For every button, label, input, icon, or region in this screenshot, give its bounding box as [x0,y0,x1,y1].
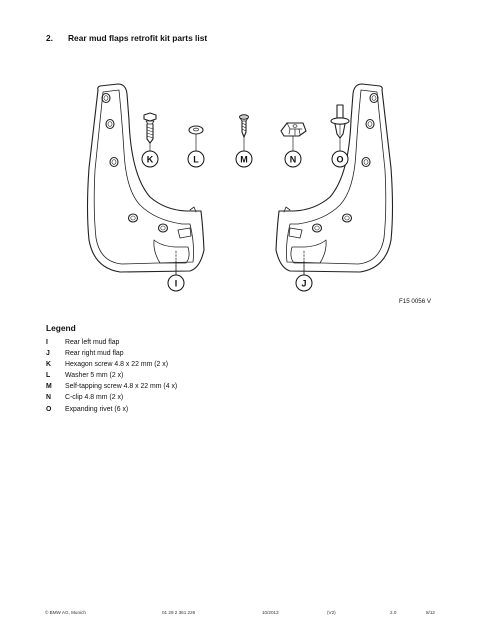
legend-item [46,381,177,392]
callout-i: I [174,278,178,289]
left-mud-flap [88,84,205,272]
right-mud-flap [276,84,393,272]
legend-text: Washer 5 mm (2 x) [65,372,124,380]
callout-o: O [336,154,344,165]
legend-text: Hexagon screw 4.8 x 22 mm (2 x) [65,361,169,369]
legend-key: J [46,350,50,358]
section-title: Rear mud flaps retrofit kit parts list [68,33,208,43]
legend-item [46,370,177,381]
legend-item [46,337,177,348]
legend-text: Rear left mud flap [65,339,120,346]
legend-key: I [46,339,48,346]
legend-list [46,337,177,415]
legend-item [46,392,177,403]
page-footer [45,610,445,618]
callout-n: N [289,154,297,165]
footer-date: 10/2013 [262,610,279,615]
expanding-rivet-icon [331,105,349,151]
legend-key: K [46,361,51,369]
figure-reference: F15 0056 V [399,298,431,305]
legend-key: O [46,405,52,413]
legend-item [46,348,177,359]
callout-j: J [301,278,307,289]
footer-page: 8/12 [426,610,435,615]
legend-text: C-clip 4.8 mm (2 x) [65,394,124,402]
callout-l: L [193,154,199,165]
callout-m: M [240,154,248,165]
self-tapping-screw-icon [240,115,249,151]
legend-text: Rear right mud flap [65,350,124,358]
footer-copyright: © BMW AG, Munich [45,610,86,615]
legend-title: Legend [46,323,76,333]
washer-icon [189,126,203,151]
legend-key: L [46,372,51,380]
legend-item [46,359,177,370]
c-clip-icon [281,123,306,151]
legend-text: Self-tapping screw 4.8 x 22 mm (4 x) [65,383,178,391]
legend-key: M [46,383,52,391]
legend-text: Expanding rivet (6 x) [65,405,129,413]
footer-part-number: 01 29 2 361 226 [162,610,196,615]
section-number: 2. [46,33,53,43]
legend-item [46,404,177,415]
legend-key: N [46,394,51,402]
footer-volume: (V2) [327,610,336,615]
callout-k: K [146,154,154,165]
footer-version: 2.0 [390,610,397,615]
hexagon-screw-icon [144,113,156,151]
